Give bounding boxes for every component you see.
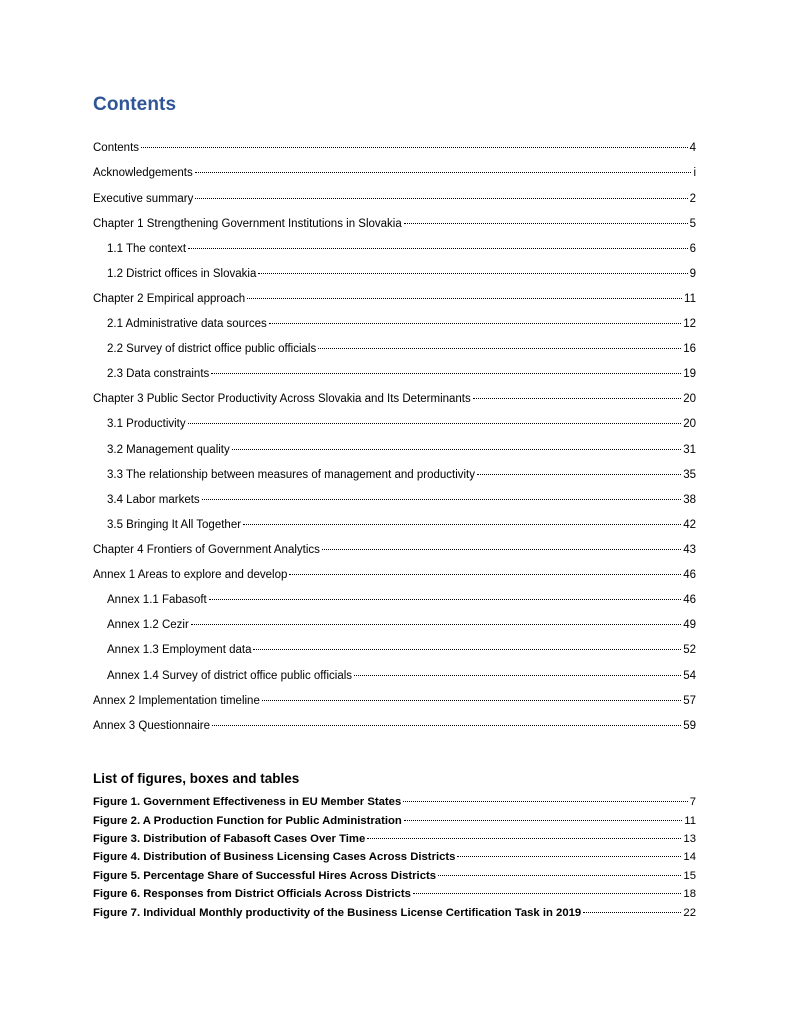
toc-page-number: 38 <box>683 494 696 506</box>
toc-entry-annex-1-4[interactable] <box>107 668 696 684</box>
dot-leader <box>289 574 681 575</box>
toc-entry-label: Annex 3 Questionnaire <box>93 720 210 732</box>
dot-leader <box>354 675 681 676</box>
toc-entry-annex-1-2[interactable] <box>107 617 696 633</box>
dot-leader <box>232 449 681 450</box>
toc-entry-label: 3.1 Productivity <box>107 418 186 430</box>
toc-entry-label: 2.3 Data constraints <box>107 368 210 380</box>
toc-page-number: 6 <box>689 243 696 255</box>
dot-leader <box>583 912 681 913</box>
toc-page-number: 31 <box>683 444 696 456</box>
toc-entry-annex-1-1[interactable] <box>107 592 696 608</box>
figure-page-number: 13 <box>683 833 696 845</box>
toc-page-number: 12 <box>683 318 696 330</box>
toc-entry-label: Annex 1.2 Cezir <box>107 619 189 631</box>
dot-leader <box>209 599 681 600</box>
toc-page-number: 52 <box>683 644 696 656</box>
toc-entry-label: 2.2 Survey of district office public officials <box>107 343 317 355</box>
toc-entry-label: Chapter 1 Strengthening Government Institutions in Slovakia <box>93 218 402 230</box>
toc-page-number: 46 <box>683 569 696 581</box>
dot-leader <box>367 838 681 839</box>
toc-entry-2-1[interactable] <box>107 316 696 332</box>
toc-entry-label: Annex 1 Areas to explore and develop <box>93 569 288 581</box>
toc-page-number: 2 <box>689 193 696 205</box>
toc-entry-3-2[interactable] <box>107 442 696 458</box>
figure-page-number: 15 <box>683 870 696 882</box>
dot-leader <box>253 649 681 650</box>
toc-entry-label: 3.3 The relationship between measures of management and productivity <box>107 469 476 481</box>
toc-entry-3-5[interactable] <box>107 517 696 533</box>
toc-page-number: 16 <box>683 343 696 355</box>
toc-entry-label: Annex 2 Implementation timeline <box>93 695 260 707</box>
toc-entry-label: 1.1 The context <box>107 243 187 255</box>
toc-page-number: 4 <box>689 142 696 154</box>
figure-page-number: 11 <box>684 815 696 827</box>
toc-page-number: i <box>693 167 696 179</box>
toc-entry-label: 3.2 Management quality <box>107 444 230 456</box>
dot-leader <box>473 398 681 399</box>
toc-entry-label: Annex 1.3 Employment data <box>107 644 252 656</box>
toc-entry-1-1[interactable] <box>107 241 696 257</box>
figure-entry-label: Figure 4. Distribution of Business Licensing Cases Across Districts <box>93 851 456 863</box>
figure-entry-label: Figure 7. Individual Monthly productivity of the Business License Certification Task in 2019 <box>93 907 582 919</box>
figure-entry-4[interactable] <box>93 850 696 865</box>
dot-leader <box>141 147 688 148</box>
contents-heading: Contents <box>93 94 177 115</box>
toc-page-number: 35 <box>683 469 696 481</box>
dot-leader <box>404 223 688 224</box>
dot-leader <box>477 474 681 475</box>
toc-page-number: 59 <box>683 720 696 732</box>
figure-page-number: 18 <box>683 888 696 900</box>
toc-entry-annex-1-3[interactable] <box>107 642 696 658</box>
figure-entry-5[interactable] <box>93 869 696 884</box>
toc-entry-label: 2.1 Administrative data sources <box>107 318 267 330</box>
toc-page-number: 5 <box>689 218 696 230</box>
dot-leader <box>191 624 681 625</box>
toc-page-number: 46 <box>683 594 696 606</box>
toc-entry-annex-2[interactable] <box>93 693 696 709</box>
toc-page-number: 54 <box>683 670 696 682</box>
dot-leader <box>404 820 682 821</box>
toc-page-number: 57 <box>683 695 696 707</box>
dot-leader <box>269 323 681 324</box>
toc-entry-acknowledgements[interactable] <box>93 165 696 181</box>
figure-entry-label: Figure 1. Government Effectiveness in EU Member States <box>93 796 402 808</box>
toc-entry-label: Contents <box>93 142 140 154</box>
toc-entry-label: Executive summary <box>93 193 194 205</box>
toc-entry-1-2[interactable] <box>107 266 696 282</box>
figure-entry-3[interactable] <box>93 832 696 847</box>
dot-leader <box>322 549 681 550</box>
toc-page-number: 9 <box>689 268 696 280</box>
dot-leader <box>262 700 681 701</box>
figure-page-number: 14 <box>683 851 696 863</box>
toc-entry-chapter-4[interactable] <box>93 542 696 558</box>
dot-leader <box>247 298 682 299</box>
toc-entry-2-3[interactable] <box>107 366 696 382</box>
toc-page-number: 43 <box>683 544 696 556</box>
dot-leader <box>438 875 681 876</box>
toc-entry-2-2[interactable] <box>107 341 696 357</box>
toc-entry-chapter-1[interactable] <box>93 216 696 232</box>
dot-leader <box>318 348 681 349</box>
toc-entry-label: Annex 1.1 Fabasoft <box>107 594 207 606</box>
toc-entry-label: Acknowledgements <box>93 167 193 179</box>
figure-entry-label: Figure 5. Percentage Share of Successful Hires Across Districts <box>93 870 437 882</box>
dot-leader <box>211 373 681 374</box>
toc-entry-chapter-2[interactable] <box>93 291 696 307</box>
toc-entry-label: 3.5 Bringing It All Together <box>107 519 242 531</box>
dot-leader <box>188 423 682 424</box>
toc-entry-annex-1[interactable] <box>93 567 696 583</box>
toc-page-number: 20 <box>683 393 696 405</box>
toc-page-number: 42 <box>683 519 696 531</box>
figure-entry-2[interactable] <box>93 814 696 829</box>
dot-leader <box>457 856 681 857</box>
dot-leader <box>413 893 682 894</box>
list-of-figures-heading: List of figures, boxes and tables <box>93 771 300 786</box>
figure-page-number: 22 <box>683 907 696 919</box>
toc-entry-label: Annex 1.4 Survey of district office public officials <box>107 670 353 682</box>
toc-page-number: 20 <box>683 418 696 430</box>
toc-entry-label: Chapter 4 Frontiers of Government Analytics <box>93 544 320 556</box>
figure-entry-1[interactable] <box>93 795 696 810</box>
dot-leader <box>195 172 692 173</box>
dot-leader <box>243 524 681 525</box>
toc-entry-3-3[interactable] <box>107 467 696 483</box>
toc-entry-annex-3[interactable] <box>93 718 696 734</box>
dot-leader <box>403 801 687 802</box>
dot-leader <box>212 725 681 726</box>
toc-entry-3-4[interactable] <box>107 492 696 508</box>
figure-entry-label: Figure 3. Distribution of Fabasoft Cases Over Time <box>93 833 366 845</box>
toc-entry-label: 3.4 Labor markets <box>107 494 200 506</box>
toc-page-number: 19 <box>683 368 696 380</box>
figure-entry-label: Figure 6. Responses from District Officials Across Districts <box>93 888 411 900</box>
dot-leader <box>188 248 688 249</box>
toc-page-number: 11 <box>684 293 696 305</box>
figure-entry-label: Figure 2. A Production Function for Public Administration <box>93 815 402 827</box>
toc-entry-label: 1.2 District offices in Slovakia <box>107 268 257 280</box>
dot-leader <box>195 198 687 199</box>
toc-page-number: 49 <box>683 619 696 631</box>
figure-entry-7[interactable] <box>93 906 696 921</box>
toc-entry-label: Chapter 3 Public Sector Productivity Across Slovakia and Its Determinants <box>93 393 471 405</box>
figure-page-number: 7 <box>689 796 696 808</box>
toc-entry-contents[interactable] <box>93 140 696 156</box>
toc-entry-executive-summary[interactable] <box>93 191 696 207</box>
toc-entry-3-1[interactable] <box>107 416 696 432</box>
toc-entry-label: Chapter 2 Empirical approach <box>93 293 246 305</box>
figure-entry-6[interactable] <box>93 887 696 902</box>
toc-entry-chapter-3[interactable] <box>93 391 696 407</box>
dot-leader <box>258 273 687 274</box>
dot-leader <box>202 499 682 500</box>
